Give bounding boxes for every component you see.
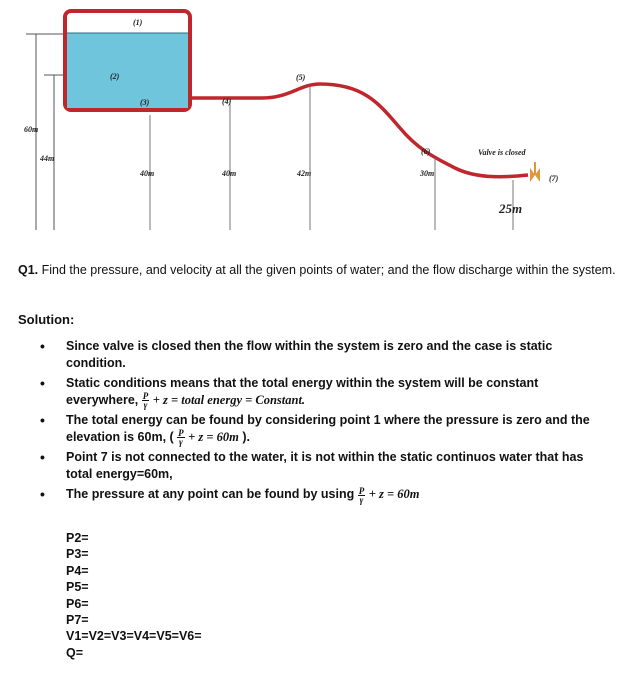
elevation-label-40m-b: 40m bbox=[222, 169, 237, 178]
point-label-5: (5) bbox=[296, 73, 306, 82]
bullet-point-1 bbox=[40, 412, 610, 446]
bullet-2-math: + z = total energy = Constant. bbox=[152, 393, 306, 407]
bullet-5-math: + z = 60m bbox=[368, 487, 420, 502]
point-label-7: (7) bbox=[549, 174, 559, 183]
bullet-3-math: + z = 60m bbox=[188, 430, 239, 445]
elevation-label-42m: 42m bbox=[297, 169, 312, 178]
point-label-2: (2) bbox=[110, 72, 120, 81]
answer-p6: P6= bbox=[66, 596, 89, 611]
bullet-3-end: ). bbox=[242, 430, 250, 445]
pipeline bbox=[190, 84, 528, 177]
elevation-label-44m: 44m bbox=[40, 154, 55, 163]
bullet-total-energy bbox=[40, 375, 610, 409]
point-label-4: (4) bbox=[222, 97, 232, 106]
question-block bbox=[18, 262, 618, 279]
answer-list bbox=[66, 530, 202, 661]
answer-velocities: V1=V2=V3=V4=V5=V6= bbox=[66, 629, 202, 644]
solution-heading: Solution: bbox=[18, 312, 75, 327]
answer-p3: P3= bbox=[66, 547, 89, 562]
bullet-4-text: Point 7 is not connected to the water, it is not within the static continuos water that has total energy=60m, bbox=[66, 450, 584, 482]
pipe-system-diagram bbox=[0, 0, 628, 250]
elevation-label-25m: 25m bbox=[499, 201, 523, 216]
question-text: Find the pressure, and velocity at all the given points of water; and the flow discharge within the system. bbox=[41, 263, 616, 277]
answer-p5: P5= bbox=[66, 580, 89, 595]
solution-bullets bbox=[40, 338, 610, 507]
elevation-label-40m-a: 40m bbox=[140, 169, 155, 178]
question-label: Q1. bbox=[18, 263, 39, 277]
bullet-5-text: The pressure at any point can be found by using bbox=[66, 487, 355, 502]
bullet-static-condition bbox=[40, 338, 610, 372]
tank-water bbox=[67, 33, 188, 108]
answer-p2: P2= bbox=[66, 531, 89, 545]
bullet-1-text: Since valve is closed then the flow within the system is zero and the case is static condition. bbox=[66, 339, 553, 370]
bullet-3-text: The total energy can be found by considering point 1 where the pressure is zero and the elevation is 60m, ( bbox=[66, 413, 590, 445]
bullet-pressure-formula bbox=[40, 486, 610, 503]
pressure-head-fraction: $\frac{P}{\gamma}$ bbox=[358, 485, 365, 505]
answer-discharge: Q= bbox=[66, 645, 84, 660]
elevation-label-30m: 30m bbox=[420, 169, 435, 178]
point-label-1: (1) bbox=[133, 18, 143, 27]
valve-icon bbox=[530, 162, 540, 182]
bullet-point-7 bbox=[40, 449, 610, 483]
pressure-head-fraction: $\frac{P}{\gamma}$ bbox=[142, 391, 149, 411]
bullet-2-text: Static conditions means that the total energy within the system will be constant everywhere, bbox=[66, 376, 539, 407]
point-label-6: (6) bbox=[421, 147, 431, 156]
pressure-head-fraction: $\frac{P}{\gamma}$ bbox=[178, 428, 184, 448]
point-label-3: (3) bbox=[140, 98, 150, 107]
valve-note: Valve is closed bbox=[478, 148, 526, 157]
answer-p7: P7= bbox=[66, 613, 89, 628]
answer-p4: P4= bbox=[66, 563, 89, 578]
elevation-label-60m: 60m bbox=[24, 125, 39, 134]
